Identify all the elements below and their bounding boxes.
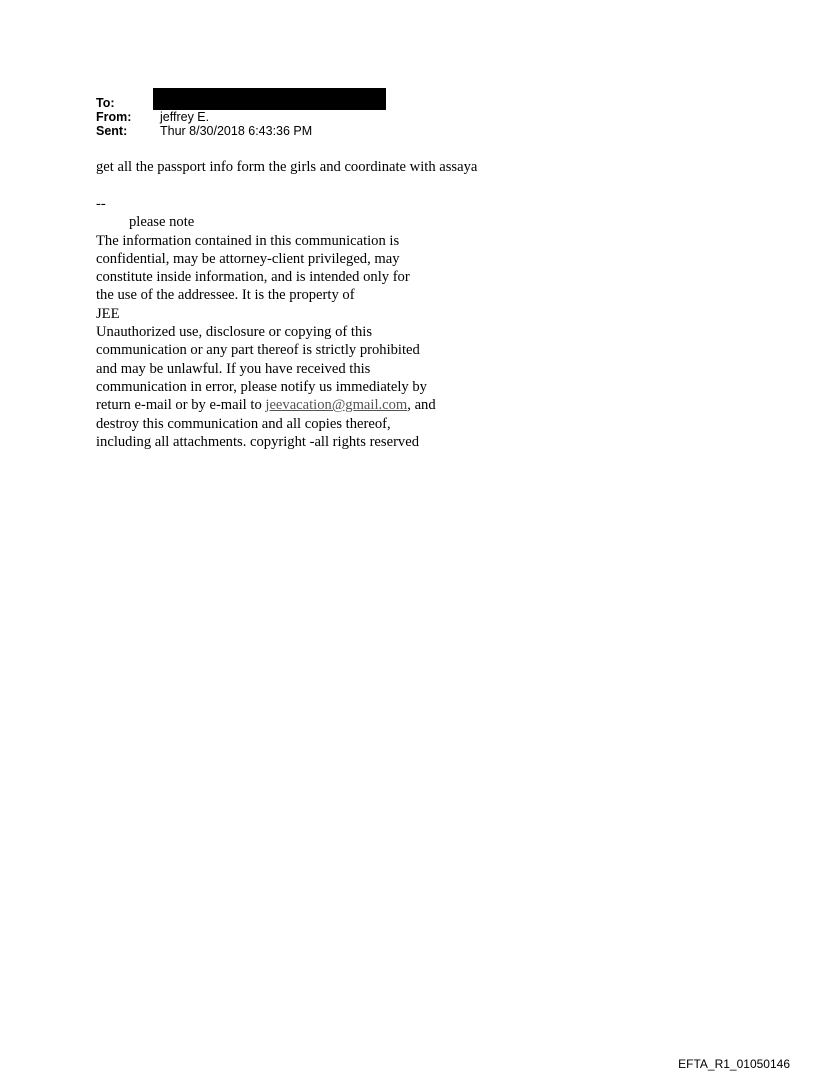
disclaimer-line: The information contained in this communication is [96,232,400,249]
message-body: get all the passport info form the girls and coordinate with assaya [96,159,478,175]
disclaimer-line: confidential, may be attorney-client privileged, may [96,250,400,267]
disclaimer-line: communication or any part thereof is strictly prohibited [96,342,420,359]
from-value: jeffrey E. [160,110,210,124]
disclaimer-line: Unauthorized use, disclosure or copying of this [96,324,373,341]
signature-block [96,195,436,451]
disclaimer-line: constitute inside information, and is intended only for [96,269,410,286]
return-email-line [96,396,436,414]
disclaimer-line: destroy this communication and all copies thereof, [96,415,391,432]
redaction-block [153,88,386,110]
sent-label: Sent: [96,124,128,138]
document-id: EFTA_R1_01050146 [678,1057,790,1071]
disclaimer-line: communication in error, please notify us immediately by [96,378,427,395]
to-label: To: [96,96,115,110]
disclaimer-line: including all attachments. copyright -all rights reserved [96,433,419,450]
note-heading: please note [129,214,195,231]
return-line-prefix: return e-mail or by e-mail to [96,397,266,414]
from-label: From: [96,110,132,124]
email-link[interactable]: jeevacation@gmail.com [265,397,408,414]
sent-value: Thur 8/30/2018 6:43:36 PM [160,124,313,138]
disclaimer-line: and may be unlawful. If you have received this [96,360,371,377]
disclaimer-line: the use of the addressee. It is the property of [96,287,355,304]
signature-separator: -- [96,196,106,212]
return-line-suffix: , and [407,397,436,414]
disclaimer-line: JEE [96,305,120,322]
